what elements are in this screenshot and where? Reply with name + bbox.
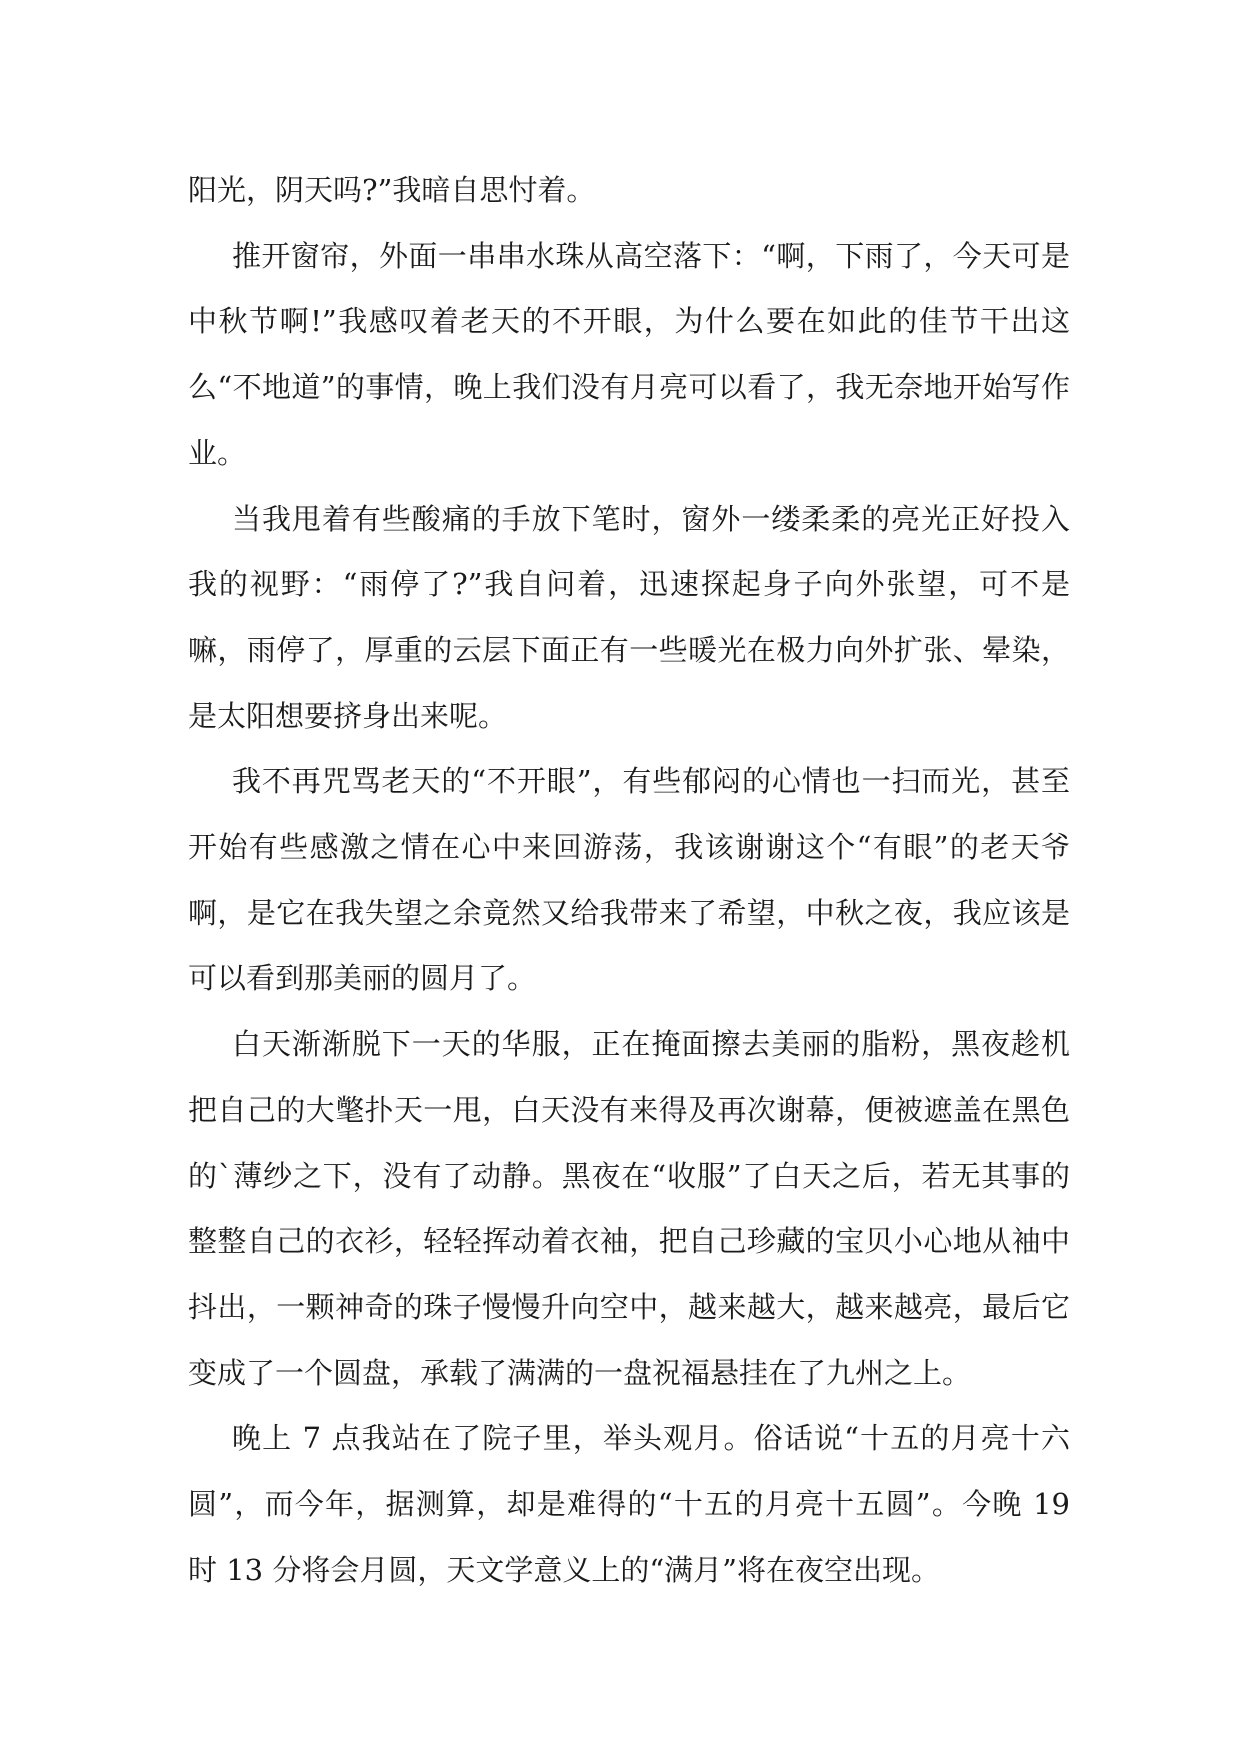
paragraph-5: 白天渐渐脱下一天的华服，正在掩面擦去美丽的脂粉，黑夜趁机把自己的大氅扑天一甩，白天没有来得及再次谢幕，便被遮盖在黑色的`薄纱之下，没有了动静。黑夜在“收服”了白天之后，若无其事的整整自己的衣衫，轻轻挥动着衣袖，把自己珍藏的宝贝小心地从袖中抖出，一颗神奇的珠子慢慢升向空中，越来越大，越来越亮，最后它变成了一个圆盘，承载了满满的一盘祝福悬挂在了九州之上。 [188,1027,1070,1390]
paragraph-4: 我不再咒骂老天的“不开眼”，有些郁闷的心情也一扫而光，甚至开始有些感激之情在心中来回游荡，我该谢谢这个“有眼”的老天爷啊，是它在我失望之余竟然又给我带来了希望，中秋之夜，我应该是可以看到那美丽的圆月了。 [188,764,1070,996]
paragraph-6: 晚上 7 点我站在了院子里，举头观月。俗话说“十五的月亮十六圆”，而今年，据测算，却是难得的“十五的月亮十五圆”。今晚 19 时 13 分将会月圆，天文学意义上的“满月”将在夜空出现。 [188,1421,1070,1587]
document-page [188,158,1070,1603]
paragraph-1: 阳光，阴天吗?”我暗自思忖着。 [188,173,596,207]
paragraph-3: 当我甩着有些酸痛的手放下笔时，窗外一缕柔柔的亮光正好投入我的视野：“雨停了?”我自问着，迅速探起身子向外张望，可不是嘛，雨停了，厚重的云层下面正有一些暖光在极力向外扩张、晕染，是太阳想要挤身出来呢。 [188,501,1070,733]
paragraph-2: 推开窗帘，外面一串串水珠从高空落下：“啊，下雨了，今天可是中秋节啊!”我感叹着老天的不开眼，为什么要在如此的佳节干出这么“不地道”的事情，晚上我们没有月亮可以看了，我无奈地开始写作业。 [188,238,1070,470]
